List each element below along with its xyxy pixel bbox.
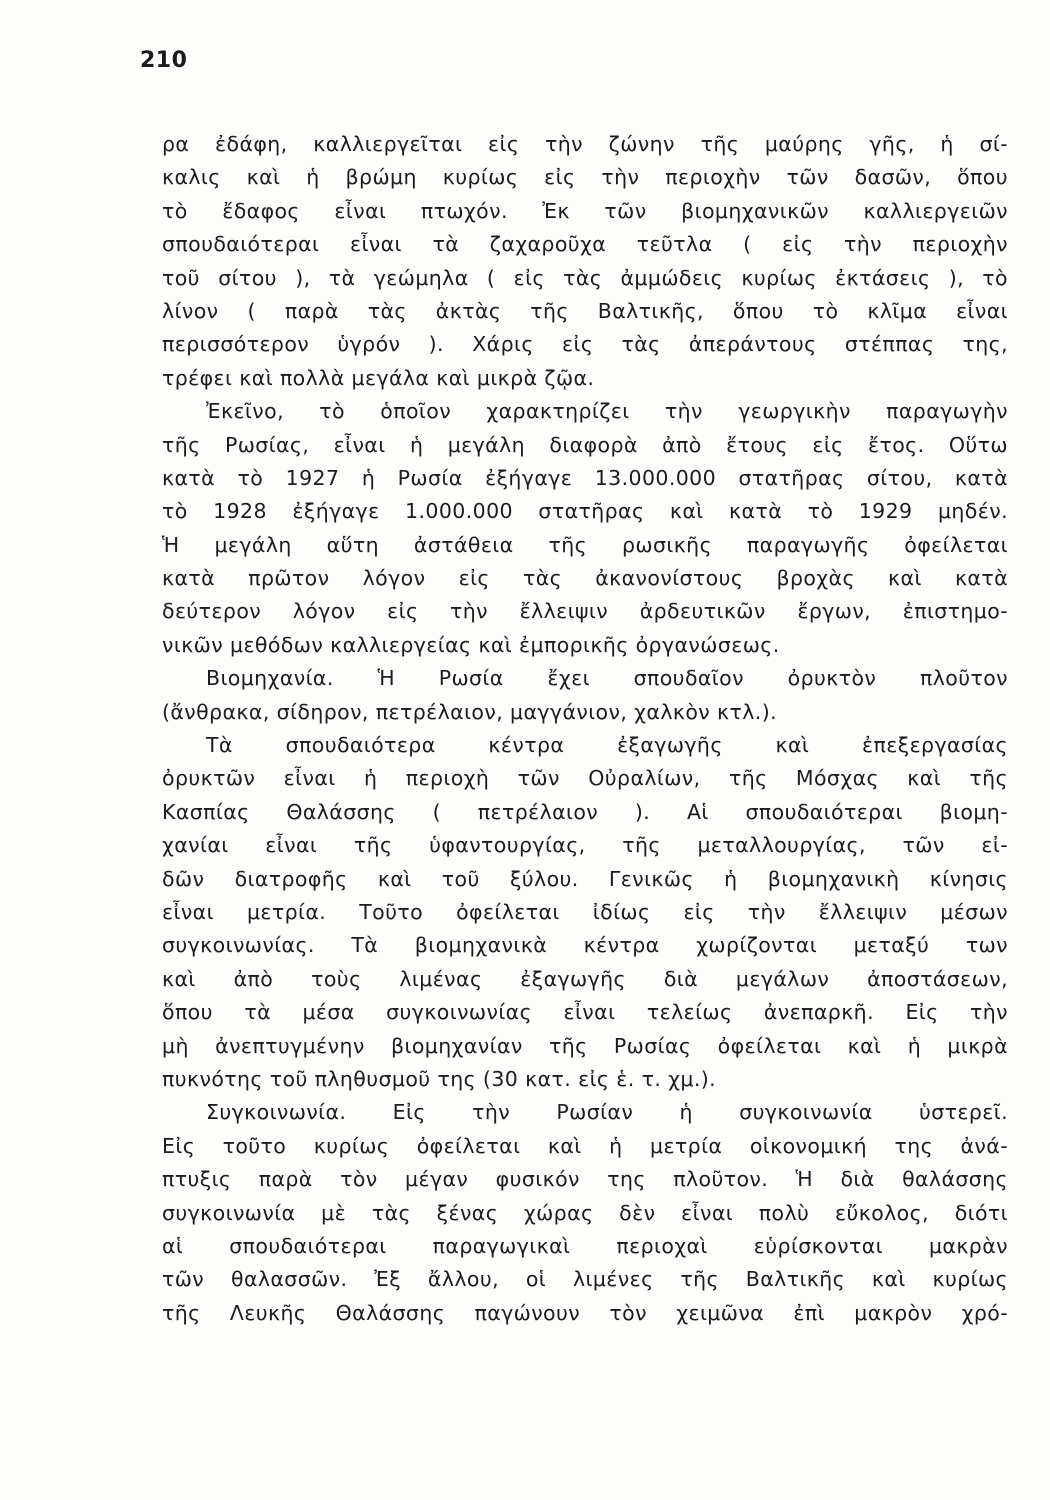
text-line: Τὰ σπουδαιότερα κέντρα ἐξαγωγῆς καὶ ἐπεξεργασίας (206, 733, 1008, 758)
text-line: Ἡ μεγάλη αὕτη ἀστάθεια τῆς ρωσικῆς παραγωγῆς ὀφείλεται (162, 532, 1008, 557)
text-line: συγκοινωνία μὲ τὰς ξένας χώρας δὲν εἶναι πολὺ εὔκολος, διότι (162, 1200, 1008, 1225)
text-line: μὴ ἀνεπτυγμένην βιομηχανίαν τῆς Ρωσίας ὀφείλεται καὶ ἡ μικρὰ (162, 1033, 1008, 1058)
text-line: νικῶν μεθόδων καλλιεργείας καὶ ἐμπορικῆς ὀργανώσεως. (162, 632, 780, 657)
text-line: τῶν θαλασσῶν. Ἐξ ἄλλου, οἱ λιμένες τῆς Βαλτικῆς καὶ κυρίως (162, 1267, 1008, 1292)
text-line: καὶ ἀπὸ τοὺς λιμένας ἐξαγωγῆς διὰ μεγάλων ἀποστάσεων, (162, 966, 1008, 991)
text-line: τὸ 1928 ἐξήγαγε 1.000.000 στατῆρας καὶ κατὰ τὸ 1929 μηδέν. (162, 499, 1008, 524)
text-line: δῶν διατροφῆς καὶ τοῦ ξύλου. Γενικῶς ἡ βιομηχανικὴ κίνησις (162, 866, 1008, 891)
text-line: Βιομηχανία. Ἡ Ρωσία ἔχει σπουδαῖον ὀρυκτὸν πλοῦτον (206, 666, 1008, 691)
text-line: σπουδαιότεραι εἶναι τὰ ζαχαροῦχα τεῦτλα ( εἰς τὴν περιοχὴν (162, 232, 1008, 257)
text-line: τρέφει καὶ πολλὰ μεγάλα καὶ μικρὰ ζῷα. (162, 365, 595, 390)
text-line: Συγκοινωνία. Εἰς τὴν Ρωσίαν ἡ συγκοινωνία ὑστερεῖ. (206, 1100, 1008, 1125)
text-line: πτυξις παρὰ τὸν μέγαν φυσικόν της πλοῦτον. Ἡ διὰ θαλάσσης (162, 1167, 1008, 1192)
text-line: καλις καὶ ἡ βρώμη κυρίως εἰς τὴν περιοχὴν τῶν δασῶν, ὅπου (162, 165, 1008, 190)
text-line: εἶναι μετρία. Τοῦτο ὀφείλεται ἰδίως εἰς τὴν ἔλλειψιν μέσων (162, 899, 1008, 924)
body-text (162, 128, 1008, 1330)
text-line: τοῦ σίτου ), τὰ γεώμηλα ( εἰς τὰς ἀμμώδεις κυρίως ἐκτάσεις ), τὸ (162, 265, 1008, 290)
text-line: πυκνότης τοῦ πληθυσμοῦ της (30 κατ. εἰς ἑ. τ. χμ.). (162, 1066, 717, 1091)
text-line: (ἄνθρακα, σίδηρον, πετρέλαιον, μαγγάνιον, χαλκὸν κτλ.). (162, 699, 778, 724)
text-line: τῆς Λευκῆς Θαλάσσης παγώνουν τὸν χειμῶνα ἐπὶ μακρὸν χρό- (162, 1300, 1008, 1325)
text-line: χανίαι εἶναι τῆς ὑφαντουργίας, τῆς μεταλλουργίας, τῶν εἰ- (162, 833, 1008, 858)
text-line: Κασπίας Θαλάσσης ( πετρέλαιον ). Αἱ σπουδαιότεραι βιομη- (162, 799, 1008, 824)
text-line: Ἐκεῖνο, τὸ ὁποῖον χαρακτηρίζει τὴν γεωργικὴν παραγωγὴν (206, 399, 1008, 424)
text-line: αἱ σπουδαιότεραι παραγωγικαὶ περιοχαὶ εὑρίσκονται μακρὰν (162, 1233, 1008, 1258)
text-line: τῆς Ρωσίας, εἶναι ἡ μεγάλη διαφορὰ ἀπὸ ἔτους εἰς ἔτος. Οὕτω (162, 432, 1008, 457)
text-line: Εἰς τοῦτο κυρίως ὀφείλεται καὶ ἡ μετρία οἰκονομική της ἀνά- (162, 1133, 1008, 1158)
text-line: συγκοινωνίας. Τὰ βιομηχανικὰ κέντρα χωρίζονται μεταξύ των (162, 933, 1008, 958)
text-line: ὀρυκτῶν εἶναι ἡ περιοχὴ τῶν Οὐραλίων, τῆς Μόσχας καὶ τῆς (162, 766, 1008, 791)
text-line: δεύτερον λόγον εἰς τὴν ἔλλειψιν ἀρδευτικῶν ἔργων, ἐπιστημο- (162, 599, 1008, 624)
text-line: λίνον ( παρὰ τὰς ἀκτὰς τῆς Βαλτικῆς, ὅπου τὸ κλῖμα εἶναι (162, 298, 1008, 323)
text-line: περισσότερον ὑγρόν ). Χάρις εἰς τὰς ἀπεράντους στέππας της, (162, 332, 1008, 357)
page-number: 210 (140, 48, 188, 73)
text-line: ρα ἐδάφη, καλλιεργεῖται εἰς τὴν ζώνην τῆς μαύρης γῆς, ἡ σί- (162, 132, 1008, 156)
text-line: κατὰ τὸ 1927 ἡ Ρωσία ἐξήγαγε 13.000.000 στατῆρας σίτου, κατὰ (162, 465, 1008, 490)
text-line: ὅπου τὰ μέσα συγκοινωνίας εἶναι τελείως ἀνεπαρκῆ. Εἰς τὴν (162, 1000, 1008, 1025)
text-line: κατὰ πρῶτον λόγον εἰς τὰς ἀκανονίστους βροχὰς καὶ κατὰ (162, 566, 1008, 591)
text-line: τὸ ἔδαφος εἶναι πτωχόν. Ἐκ τῶν βιομηχανικῶν καλλιεργειῶν (162, 198, 1008, 223)
